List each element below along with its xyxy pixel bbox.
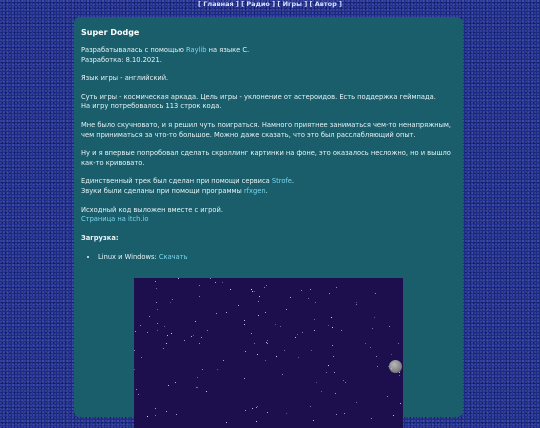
- text: Ну и я впервые попробовал сделать скроллинг картинки на фоне, это оказалось несложно, но и вышло: [81, 149, 451, 158]
- star: [199, 285, 200, 286]
- star: [280, 326, 281, 327]
- star: [314, 319, 315, 320]
- text: Суть игры - космическая аркада. Цель игры - уклонение от астероидов. Есть поддержка геймпада.: [81, 92, 436, 101]
- star: [321, 391, 322, 392]
- star: [329, 293, 330, 294]
- star: [257, 354, 258, 355]
- text: чем приниматься за что-то большое. Можно даже сказать, что это был расслабляющий опыт.: [81, 130, 416, 139]
- star: [267, 340, 268, 341]
- star: [252, 408, 253, 409]
- star: [332, 345, 333, 346]
- star: [178, 278, 179, 279]
- paragraph-engine: [81, 46, 456, 65]
- star: [376, 356, 377, 357]
- star: [195, 321, 196, 322]
- bracket: [: [241, 0, 245, 8]
- star: [365, 343, 366, 344]
- star: [197, 387, 198, 388]
- star: [223, 360, 224, 361]
- bracket: ]: [304, 0, 308, 8]
- star: [251, 333, 252, 334]
- bracket: ]: [272, 0, 276, 8]
- star: [266, 285, 267, 286]
- bracket: ]: [339, 0, 343, 8]
- star: [336, 414, 337, 415]
- star: [334, 372, 335, 373]
- star: [134, 369, 135, 370]
- star: [377, 366, 378, 367]
- star: [176, 414, 177, 415]
- star: [314, 330, 315, 331]
- development-date: Разработка: 8.10.2021.: [81, 55, 162, 64]
- star: [245, 410, 246, 411]
- star: [343, 380, 344, 381]
- star: [297, 334, 298, 335]
- star: [215, 282, 216, 283]
- star: [258, 301, 259, 302]
- star: [259, 296, 260, 297]
- star: [238, 305, 239, 306]
- star: [197, 377, 198, 378]
- star: [284, 350, 285, 351]
- star: [138, 394, 139, 395]
- star: [201, 337, 202, 338]
- star: [157, 309, 158, 310]
- star: [175, 382, 176, 383]
- star: [230, 289, 231, 290]
- star: [400, 403, 401, 404]
- star: [155, 408, 156, 409]
- text: на языке C.: [206, 46, 250, 54]
- star: [393, 415, 394, 416]
- itch-io-link[interactable]: Страница на itch.io: [81, 215, 149, 224]
- star: [168, 385, 169, 386]
- star: [356, 302, 357, 303]
- star: [313, 420, 314, 421]
- star: [167, 335, 168, 336]
- star: [157, 330, 158, 331]
- star: [372, 328, 373, 329]
- star: [256, 421, 257, 422]
- star: [391, 354, 392, 355]
- star: [196, 387, 197, 388]
- star: [388, 366, 389, 367]
- star: [244, 320, 245, 321]
- star: [356, 304, 357, 305]
- downloads-heading: Загрузка:: [81, 233, 119, 242]
- star: [267, 412, 268, 413]
- star: [210, 278, 211, 279]
- star: [251, 289, 252, 290]
- star: [336, 287, 337, 288]
- star: [184, 340, 185, 341]
- star: [147, 416, 148, 417]
- list-item: [98, 253, 456, 263]
- star: [244, 378, 245, 379]
- bracket: [: [197, 0, 201, 8]
- star: [136, 389, 137, 390]
- star: [244, 324, 245, 325]
- asteroid-sprite: [389, 360, 402, 373]
- star: [222, 282, 223, 283]
- star: [267, 343, 268, 344]
- nav-link-author[interactable]: Автор: [314, 0, 337, 8]
- content-card: [74, 17, 463, 417]
- star: [345, 382, 346, 383]
- star: [163, 348, 164, 349]
- star: [141, 357, 142, 358]
- star: [226, 422, 227, 423]
- strofe-link[interactable]: Strofe: [271, 177, 292, 186]
- star: [276, 356, 277, 357]
- star: [331, 317, 332, 318]
- nav-link-games[interactable]: Игры: [282, 0, 302, 8]
- star: [398, 343, 399, 344]
- star: [326, 372, 327, 373]
- star: [399, 375, 400, 376]
- star: [316, 382, 317, 383]
- downloads-list: [81, 253, 456, 263]
- star: [256, 407, 257, 408]
- star: [286, 309, 287, 310]
- star: [166, 411, 167, 412]
- star: [252, 291, 253, 292]
- star: [265, 360, 266, 361]
- star: [370, 347, 371, 348]
- star: [399, 372, 400, 373]
- paragraph-language: Язык игры - английский.: [81, 74, 169, 83]
- text: Звуки были сделаны при помощи программы: [81, 186, 244, 195]
- text: Мне было скучновато, и я решил чуть поиграться. Намного приятнее заниматься чем-то ненапряжным,: [81, 120, 452, 129]
- download-link[interactable]: Скачать: [158, 253, 188, 262]
- star: [290, 297, 291, 298]
- star: [199, 296, 200, 297]
- star: [375, 293, 376, 294]
- star: [328, 325, 329, 326]
- star: [254, 291, 255, 292]
- star: [155, 281, 156, 282]
- star: [217, 369, 218, 370]
- star: [335, 393, 336, 394]
- star: [371, 418, 372, 419]
- star: [135, 331, 136, 332]
- star: [156, 302, 157, 303]
- star: [155, 415, 156, 416]
- paragraph-scrolling: [81, 149, 456, 168]
- star: [282, 374, 283, 375]
- star: [302, 332, 303, 333]
- paragraph-gameplay: [81, 93, 456, 112]
- star: [389, 326, 390, 327]
- rfxgen-link[interactable]: rfxgen: [243, 186, 266, 195]
- paragraph-motivation: [81, 121, 456, 140]
- star: [295, 337, 296, 338]
- star: [254, 343, 255, 344]
- star: [226, 312, 227, 313]
- star: [157, 323, 158, 324]
- star: [134, 350, 135, 351]
- bracket: ]: [235, 0, 239, 8]
- star: [147, 332, 148, 333]
- text: На игру потребовалось 113 строк кода.: [81, 102, 222, 111]
- star: [298, 357, 299, 358]
- star: [193, 335, 194, 336]
- paragraph-audio: [81, 177, 456, 196]
- nav-link-home[interactable]: Главная: [203, 0, 234, 8]
- text: Разрабатывалась с помощью: [81, 46, 186, 54]
- text: .: [265, 186, 268, 195]
- star: [311, 350, 312, 351]
- top-navigation: [0, 0, 540, 8]
- star: [206, 391, 207, 392]
- star: [149, 316, 150, 317]
- star: [333, 356, 334, 357]
- star: [216, 313, 217, 314]
- page-title: Super Dodge: [81, 28, 140, 37]
- star: [301, 290, 302, 291]
- star: [286, 413, 287, 414]
- paragraph-source: [81, 206, 456, 225]
- star: [191, 336, 192, 337]
- star: [140, 325, 141, 326]
- star: [310, 289, 311, 290]
- star: [374, 317, 375, 318]
- star: [308, 298, 309, 299]
- text: как-то кривовато.: [81, 158, 145, 167]
- star: [202, 369, 203, 370]
- star: [166, 343, 167, 344]
- star: [207, 330, 208, 331]
- star: [315, 302, 316, 303]
- star: [258, 315, 259, 316]
- star: [199, 343, 200, 344]
- star: [391, 368, 392, 369]
- star: [275, 324, 276, 325]
- star: [341, 330, 342, 331]
- star: [164, 326, 165, 327]
- star: [328, 365, 329, 366]
- nav-link-radio[interactable]: Радио: [246, 0, 270, 8]
- text: Linux и Windows:: [98, 253, 159, 262]
- text: .: [291, 177, 295, 186]
- bracket: [: [309, 0, 313, 8]
- star: [344, 413, 345, 414]
- bracket: [: [277, 0, 281, 8]
- star: [310, 406, 311, 407]
- star: [171, 333, 172, 334]
- star: [170, 302, 171, 303]
- raylib-link[interactable]: Raylib: [185, 46, 207, 54]
- star: [264, 287, 265, 288]
- text: Исходный код выложен вместе с игрой.: [81, 205, 223, 214]
- star: [245, 351, 246, 352]
- star: [265, 312, 266, 313]
- star: [172, 299, 173, 300]
- star: [332, 327, 333, 328]
- text: Единственный трек был сделан при помощи сервиса: [81, 177, 272, 186]
- game-screenshot: [134, 278, 403, 428]
- star: [356, 402, 357, 403]
- star: [257, 406, 258, 407]
- star: [156, 288, 157, 289]
- star: [387, 396, 388, 397]
